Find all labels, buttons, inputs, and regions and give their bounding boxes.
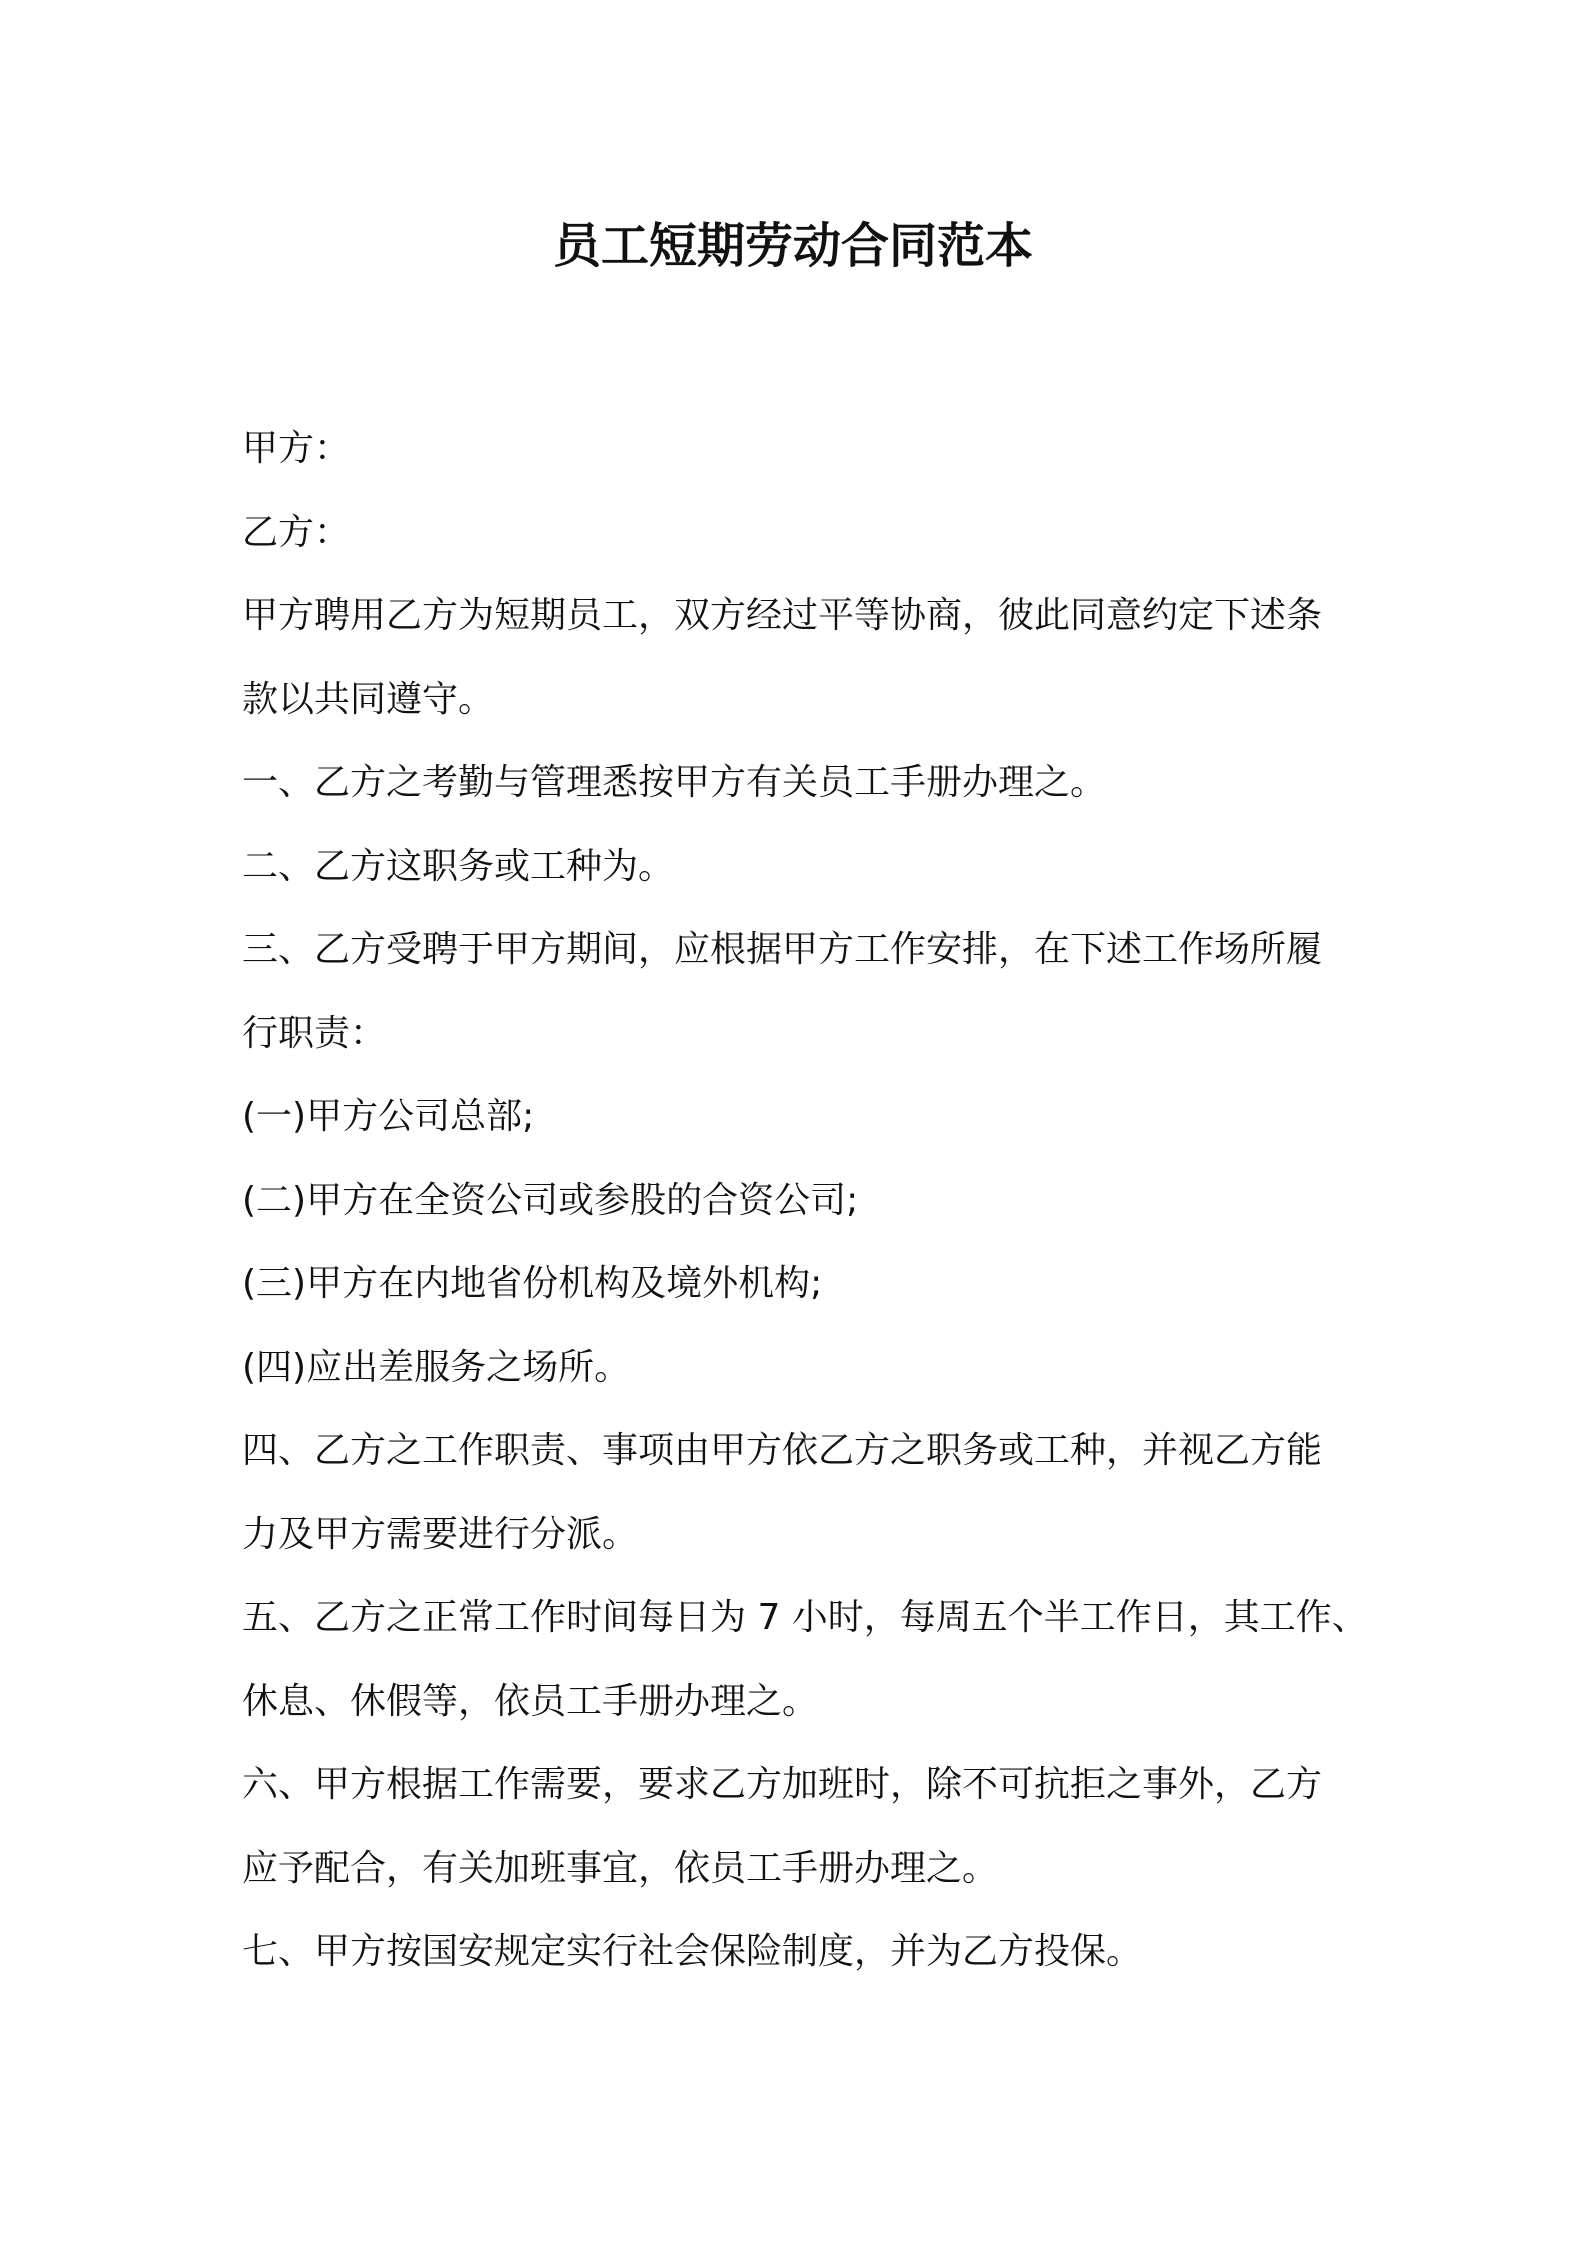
workplace-item-3: (三)甲方在内地省份机构及境外机构; — [242, 1263, 823, 1304]
clause-5-line-1: 五、乙方之正常工作时间每日为 7 小时，每周五个半工作日，其工作、 — [242, 1597, 1368, 1638]
clause-7-line: 七、甲方按国安规定实行社会保险制度，并为乙方投保。 — [242, 1931, 1143, 1972]
workplace-item-4: (四)应出差服务之场所。 — [242, 1346, 631, 1388]
preamble-line-2: 款以共同遵守。 — [242, 678, 495, 720]
party-a-line: 甲方： — [242, 428, 351, 469]
clause-1-line: 一、乙方之考勤与管理悉按甲方有关员工手册办理之。 — [242, 762, 1107, 803]
preamble-line-1: 甲方聘用乙方为短期员工，双方经过平等协商，彼此同意约定下述条 — [242, 595, 1323, 636]
clause-6-line-1: 六、甲方根据工作需要，要求乙方加班时，除不可抗拒之事外，乙方 — [242, 1764, 1323, 1805]
clause-2-line: 二、乙方这职务或工种为。 — [242, 845, 675, 887]
party-b-line: 乙方： — [242, 511, 351, 553]
workplace-item-2: (二)甲方在全资公司或参股的合资公司; — [242, 1179, 859, 1221]
clause-3-line-1: 三、乙方受聘于甲方期间，应根据甲方工作安排，在下述工作场所履 — [242, 929, 1323, 970]
document-body — [242, 407, 1368, 1994]
clause-3-line-2: 行职责： — [242, 1012, 387, 1054]
workplace-item-1: (一)甲方公司总部; — [242, 1096, 535, 1137]
clause-4-line-1: 四、乙方之工作职责、事项由甲方依乙方之职务或工种，并视乙方能 — [242, 1430, 1323, 1471]
clause-5-line-2: 休息、休假等，依员工手册办理之。 — [242, 1680, 819, 1722]
clause-6-line-2: 应予配合，有关加班事宜，依员工手册办理之。 — [242, 1847, 999, 1889]
document-title: 员工短期劳动合同范本 — [552, 218, 1033, 274]
clause-4-line-2: 力及甲方需要进行分派。 — [242, 1513, 639, 1555]
